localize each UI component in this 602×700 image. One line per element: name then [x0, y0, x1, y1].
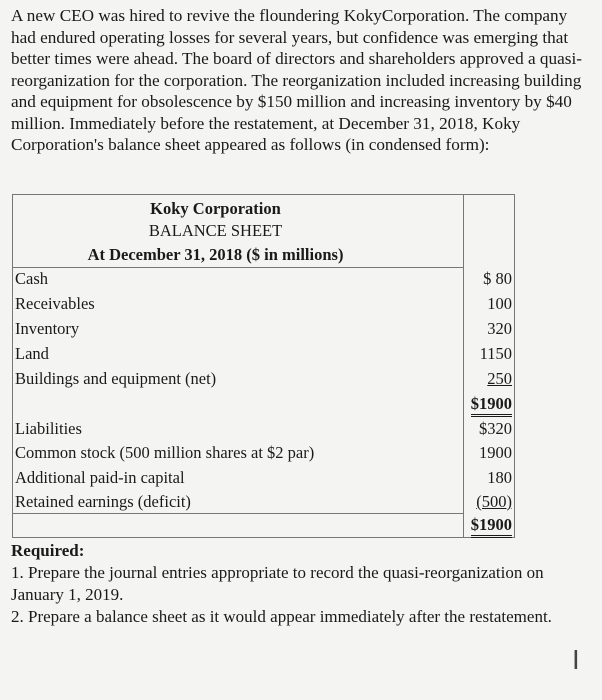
row-value: 320	[487, 319, 512, 338]
total-assets: $1900	[471, 394, 512, 417]
balance-sheet	[12, 194, 515, 538]
row-value: 180	[487, 468, 512, 487]
row-label: Liabilities	[15, 419, 82, 438]
row-value: 100	[487, 294, 512, 313]
row-value: (500)	[476, 492, 512, 511]
sheet-title: BALANCE SHEET	[148, 221, 283, 240]
intro-text: A new CEO was hired to revive the floundering KokyCorporation. The company had endured operating losses for several years, but confidence was emerging that better times were ahead. The board of directors and shareholders approved a quasi-reorganization for the corporation. The reorganization included increasing building and equipment for obsolescence by $150 million and increasing inventory by $40 million. Immediately before the restatement, at December 31, 2018, Koky Corporation's balance sheet appeared as follows (in condensed form):	[11, 6, 582, 154]
row-value: $320	[479, 419, 512, 438]
table-row	[13, 317, 516, 341]
row-label: Common stock (500 million shares at $2 par)	[15, 443, 315, 462]
row-value: $ 80	[483, 269, 512, 288]
row-value: 250	[487, 369, 512, 388]
table-row	[13, 490, 516, 514]
row-label: Inventory	[15, 319, 80, 338]
total-liabilities-equity: $1900	[471, 515, 512, 538]
row-value: 1900	[479, 443, 512, 462]
sheet-date: At December 31, 2018 ($ in millions)	[87, 245, 344, 264]
problem-intro	[11, 5, 596, 156]
table-row	[13, 466, 516, 490]
total-liabilities-equity-row	[13, 513, 516, 537]
required-item-1: 1. Prepare the journal entries appropriate to record the quasi-reorganization on January 1, 2019.	[11, 563, 544, 604]
required-item-2: 2. Prepare a balance sheet as it would appear immediately after the restatement.	[11, 607, 552, 626]
table-row	[13, 342, 516, 366]
table-row	[13, 267, 516, 291]
row-label: Retained earnings (deficit)	[15, 492, 191, 511]
row-label: Additional paid-in capital	[15, 468, 185, 487]
row-label: Receivables	[15, 294, 95, 313]
table-row	[13, 441, 516, 465]
text-cursor-icon: I	[572, 646, 580, 676]
required-title: Required:	[11, 541, 85, 560]
table-row	[13, 367, 516, 391]
row-label: Cash	[15, 269, 48, 288]
total-assets-row	[13, 392, 516, 416]
required-section	[11, 540, 596, 628]
row-value: 1150	[479, 344, 512, 363]
row-label: Buildings and equipment (net)	[15, 369, 217, 388]
company-name: Koky Corporation	[150, 199, 281, 218]
row-label: Land	[15, 344, 49, 363]
table-row	[13, 417, 516, 441]
table-row	[13, 292, 516, 316]
